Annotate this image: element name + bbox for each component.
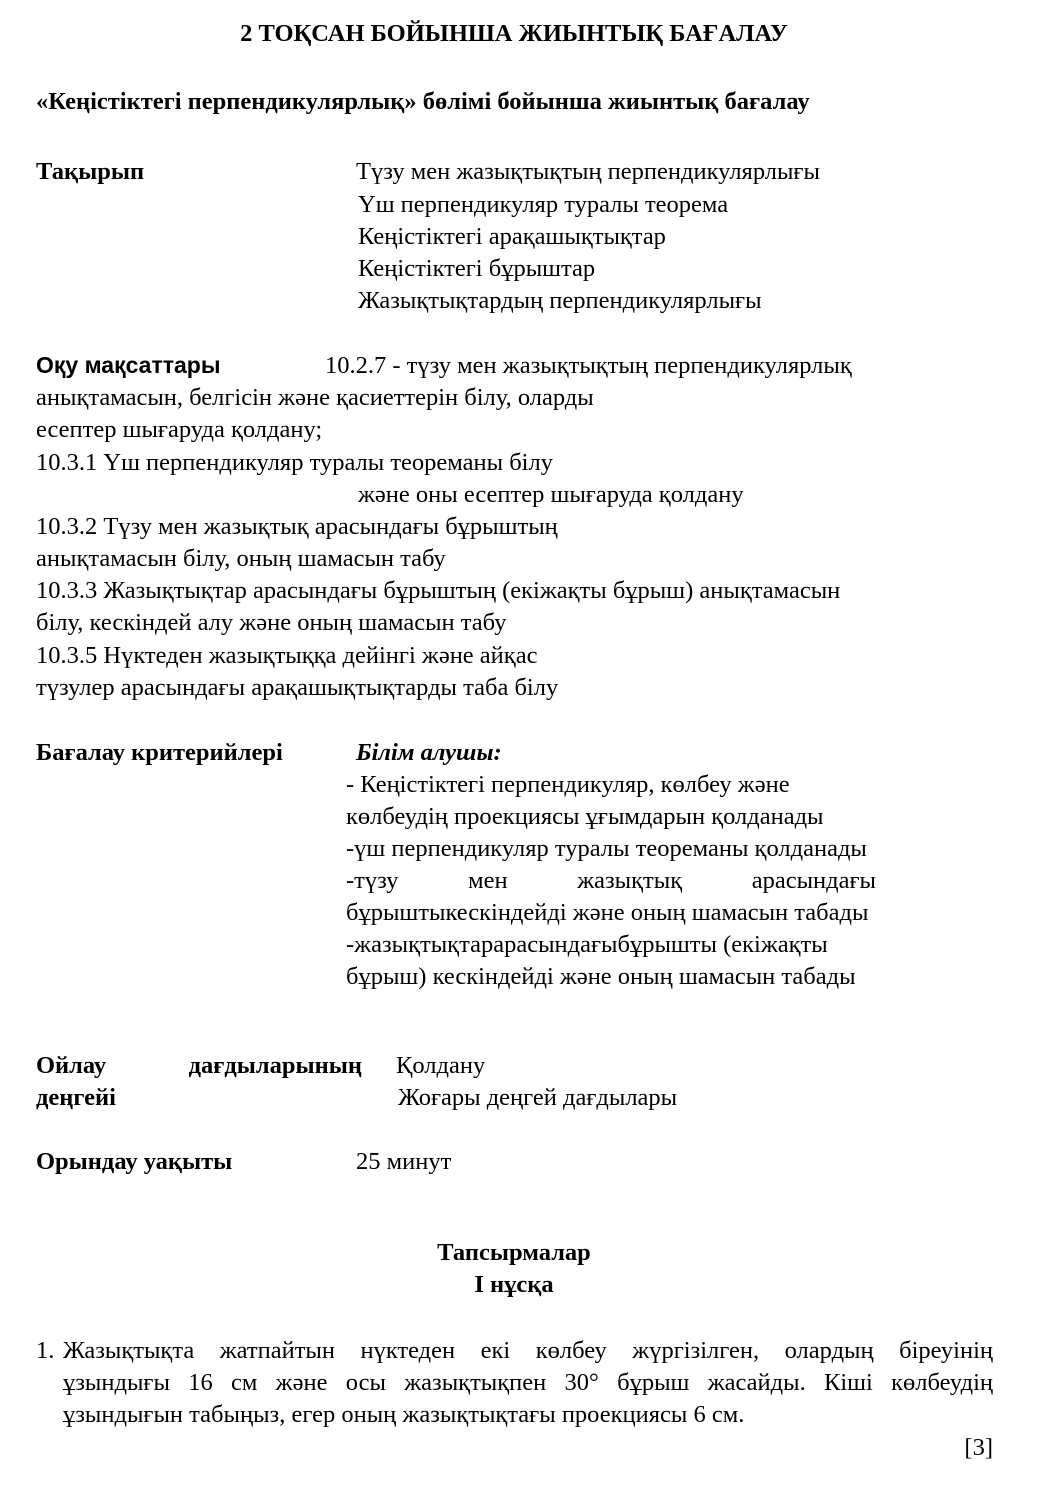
objective-line: анықтамасын, белгісін және қасиеттерін білу, оларды [36, 384, 594, 411]
criteria-label: Бағалау критерийлері [36, 739, 283, 766]
objective-line: 10.3.5 Нүктеден жазықтыққа дейінгі және айқас [36, 642, 538, 669]
topic-item: Кеңістіктегі бұрыштар [358, 255, 596, 282]
page-title: 2 ТОҚСАН БОЙЫНША ЖИЫНТЫҚ БАҒАЛАУ [240, 20, 788, 47]
thinking-level-label: Ойлау дағдыларының [36, 1052, 362, 1079]
objective-line: анықтамасын білу, оның шамасын табу [36, 545, 446, 572]
task-number: 1. [36, 1337, 55, 1364]
task-line: ұзындығын табыңыз, егер оның жазықтықтағы проекциясы 6 см. [63, 1401, 745, 1428]
criteria-line: - Кеңістіктегі перпендикуляр, көлбеу және [346, 771, 790, 798]
thinking-level-value: Жоғары деңгей дағдылары [398, 1084, 678, 1111]
criteria-heading: Білім алушы: [356, 739, 502, 766]
criteria-line: бұрыш) кескіндейді және оның шамасын табады [346, 963, 856, 990]
objective-line: білу, кескіндей алу және оның шамасын табу [36, 609, 507, 636]
criteria-line: -түзу мен жазықтық арасындағы [346, 867, 876, 894]
objective-line: есептер шығаруда қолдану; [36, 416, 323, 443]
objective-line: 10.3.2 Түзу мен жазықтық арасындағы бұрыштың [36, 513, 558, 540]
variant-heading: І нұсқа [474, 1271, 554, 1298]
tasks-heading: Тапсырмалар [437, 1239, 591, 1266]
objective-line: 10.2.7 - түзу мен жазықтықтың перпендикулярлық [325, 352, 852, 379]
duration-label: Орындау уақыты [36, 1148, 233, 1175]
section-subtitle: «Кеңістіктегі перпендикулярлық» бөлімі бойынша жиынтық бағалау [36, 88, 810, 115]
task-score: [3] [964, 1434, 993, 1461]
objective-line: түзулер арасындағы арақашықтықтарды таба білу [36, 674, 559, 701]
topic-item: Үш перпендикуляр туралы теорема [358, 191, 729, 218]
criteria-line: көлбеудің проекциясы ұғымдарын қолданады [346, 803, 824, 830]
duration-value: 25 минут [356, 1148, 452, 1175]
task-line: Жазықтықта жатпайтын нүктеден екі көлбеу жүргізілген, олардың біреуінің [63, 1337, 993, 1364]
criteria-line: бұрыштыкескіндейді және оның шамасын табады [346, 899, 869, 926]
topic-label: Тақырып [36, 158, 145, 185]
objectives-label: Оқу мақсаттары [36, 352, 221, 378]
task-line: ұзындығы 16 см және осы жазықтықпен 30° бұрыш жасайды. Кіші көлбеудің [63, 1369, 993, 1396]
topic-item: Кеңістіктегі арақашықтықтар [358, 223, 666, 250]
thinking-level-value: Қолдану [396, 1052, 486, 1079]
criteria-line: -жазықтықтарарасындағыбұрышты (екіжақты [346, 931, 828, 958]
thinking-level-label-cont: деңгейі [36, 1084, 116, 1111]
objective-line: және оны есептер шығаруда қолдану [358, 481, 744, 508]
criteria-line: -үш перпендикуляр туралы теореманы қолданады [346, 835, 867, 862]
topic-item: Түзу мен жазықтықтың перпендикулярлығы [356, 158, 820, 185]
objective-line: 10.3.1 Үш перпендикуляр туралы теореманы білу [36, 449, 553, 476]
topic-item: Жазықтықтардың перпендикулярлығы [358, 287, 762, 314]
objective-line: 10.3.3 Жазықтықтар арасындағы бұрыштың (екіжақты бұрыш) анықтамасын [36, 577, 841, 604]
